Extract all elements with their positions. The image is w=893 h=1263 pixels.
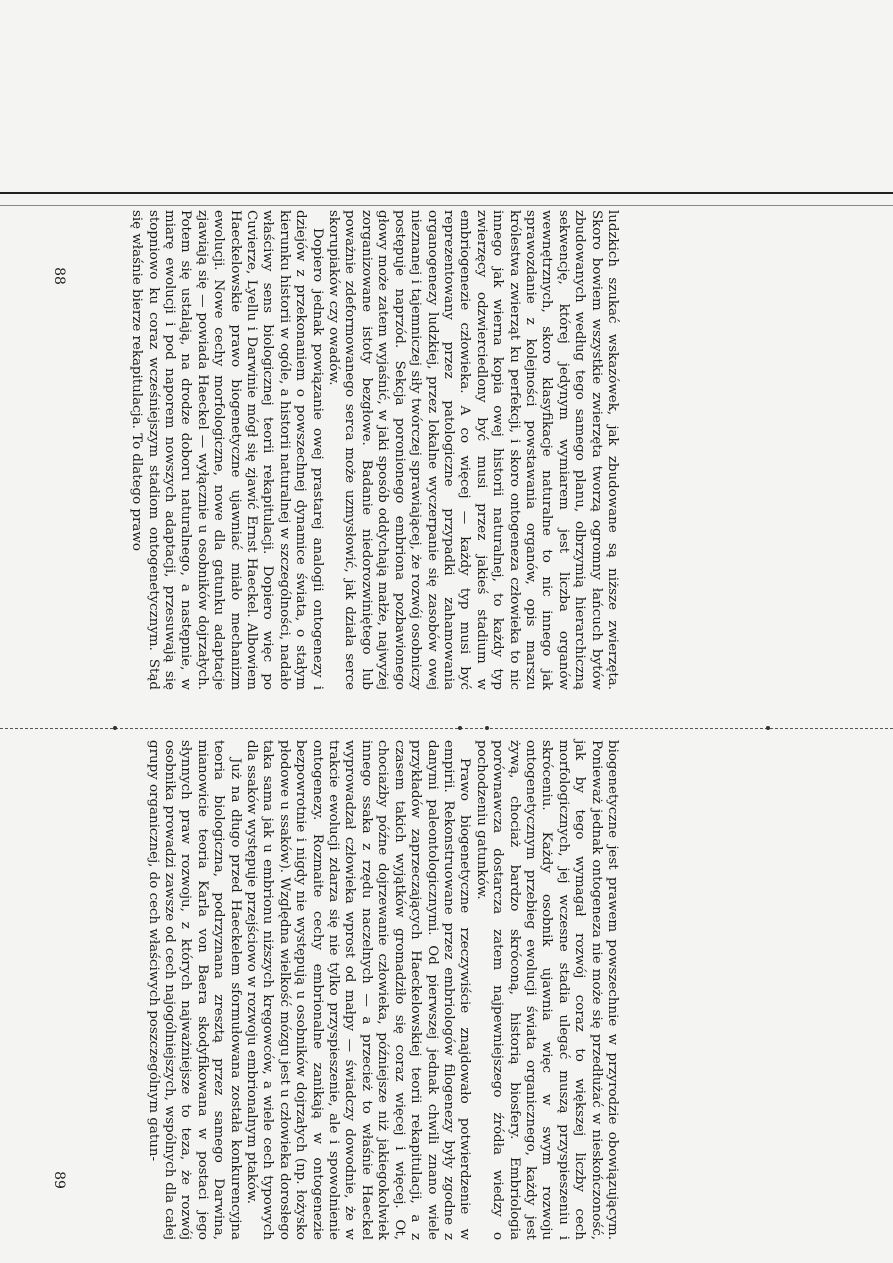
page-number: 88 [50, 267, 67, 285]
spine-mark [458, 726, 462, 730]
spine-mark [766, 726, 770, 730]
paragraph: ludzkich szukać wskazówek, jak zbudowane są niższe zwierzęta. Skoro bowiem wszystkie zwierzęta tworzą ogromny łańcuch bytów zbudowanych według tego samego planu, olbrzymią hierarchiczną sekwencję, której jedynym wymiarem jest liczba organów wewnętrznych, skoro klasyfikacje naturalne to nic innego jak sprawozdanie z kolejności powstawania organów, opis marszu królestwa zwierząt ku perfekcji, i skoro ontogeneza człowieka to nic innego jak wierna kopia owej historii naturalnej, to każdy typ zwierzęcy odzwierciedlony być musi przez jakieś stadium w embriogenezie człowieka. A co więcej — każdy typ musi być reprezentowany przez patologiczne przypadki zahamowania organogenezy ludzkiej, przez lokalne wyczerpanie się zasobów owej nieznanej i tajemniczej siły twórczej sprawiającej, że rozwój osobniczy postępuje naprzód. Sekcja poronionego embriona pozbawionego głowy może zatem wyjaśnić, w jaki sposób oddychają małże, najwyżej zorganizowane istoty bezgłowe. Badanie niedorozwiniętego lub poważnie zdeformowanego serca może uzmysłowić, jak działa serce skorupiaków czy owadów. [326, 210, 620, 690]
page-number: 89 [50, 1171, 67, 1189]
paragraph: Już na długo przed Haeckelem sformułowana została konkurencyjna teoria biologiczna, podrzyznana zresztą przez samego Darwina, mianowicie teoria Karla von Baera skodyfikowana w postaci jego słynnych praw rozwoju, z których najważniejsze to teza, że rozwój osobnika prowadzi zawsze od cech najogólniejszych, wspólnych dla całej grupy organicznej, do cech właściwych poszczególnym gatun- [145, 740, 243, 1240]
paragraph: Dopiero jednak powiązanie owej prastarej analogii ontogenezy i dziejów z przekonaniem o powszechnej dynamice świata, o stałym kierunku historii w ogóle, a historii naturalnej w szczególności, nadało właściwy sens biologicznej teorii rekapitulacji. Dopiero więc po Cuvierze, Lyellu i Darwinie mógł się zjawić Ernst Haeckel. Albowiem Haeckelowskie prawo biogenetyczne ujawniać miało mechanizm ewolucji. Nowe cechy morfologiczne, nowe dla gatunku adaptacje zjawiają się — powiada Haeckel — wyłącznie u osobników dojrzałych. Potem się ustalają, na drodze doboru naturalnego, a następnie, w miarę ewolucji i pod naporem nowszych adaptacji, przesuwają się stopniowo ku coraz wcześniejszym stadiom ontogenetycznym. Stąd się właśnie bierze rekapitulacja. To dlatego prawo [129, 210, 325, 690]
spine-line [0, 728, 893, 729]
paragraph: Prawo biogenetyczne rzeczywiście znajdowało potwierdzenie w empirii. Rekonstruowane przez embriologów filogenezy były zgodne z danymi paleontologicznymi. Od pierwszej jednak chwili znano wiele przykładów zaprzeczających Haeckelowskiej teorii rekapitulacji, a z czasem takich wyjątków gromadziło się coraz więcej i więcej. Ot, chociażby późne dojrzewanie człowieka, późniejsze niż jakiegokolwiek innego ssaka z rzędu naczelnych — a przecież to właśnie Haeckel wyprowadzał człowieka wprost od małpy — świadczy dowodnie, że w trakcie ewolucji zdarza się nie tylko przyspieszenie, ale i spowolnienie ontogenezy. Rozmaite cechy embrionalne zanikają w ontogenezie bezpowrotnie i nigdy nie występują u osobników dojrzałych (np. łożysko płodowe u ssaków). Względna wielkość mózgu jest u człowieka dorosłego taka sama jak u embrionu niższych kręgowców, a wiele cech typowych dla ssaków występuje przejściowo w rozwoju embrionalnym ptaków. [244, 740, 473, 1240]
paragraph: biogenetyczne jest prawem powszechnie w przyrodzie obowiązującym. Ponieważ jednak ontogeneza nie może się przedłużać w nieskończoność, jak by tego wymagał rozwój coraz to większej liczby cech morfologicznych, jej wczesne stadia ulegać muszą przyspieszeniu i skróceniu. Każdy osobnik ujawnia więc w swym rozwoju ontogenetycznym przebieg ewolucji świata organicznego, każdy jest żywą, chociaż bardzo skróconą, historią biosfery. Embriologia porównawcza dostarcza zatem najpewniejszego źródła wiedzy o pochodzeniu gatunków. [473, 740, 620, 1240]
right-page-text [40, 740, 620, 1240]
page-fold-line [0, 192, 893, 194]
spine-mark [485, 726, 489, 730]
page-edge-line [0, 205, 893, 206]
left-page-text [40, 210, 620, 690]
spine-mark [113, 726, 117, 730]
